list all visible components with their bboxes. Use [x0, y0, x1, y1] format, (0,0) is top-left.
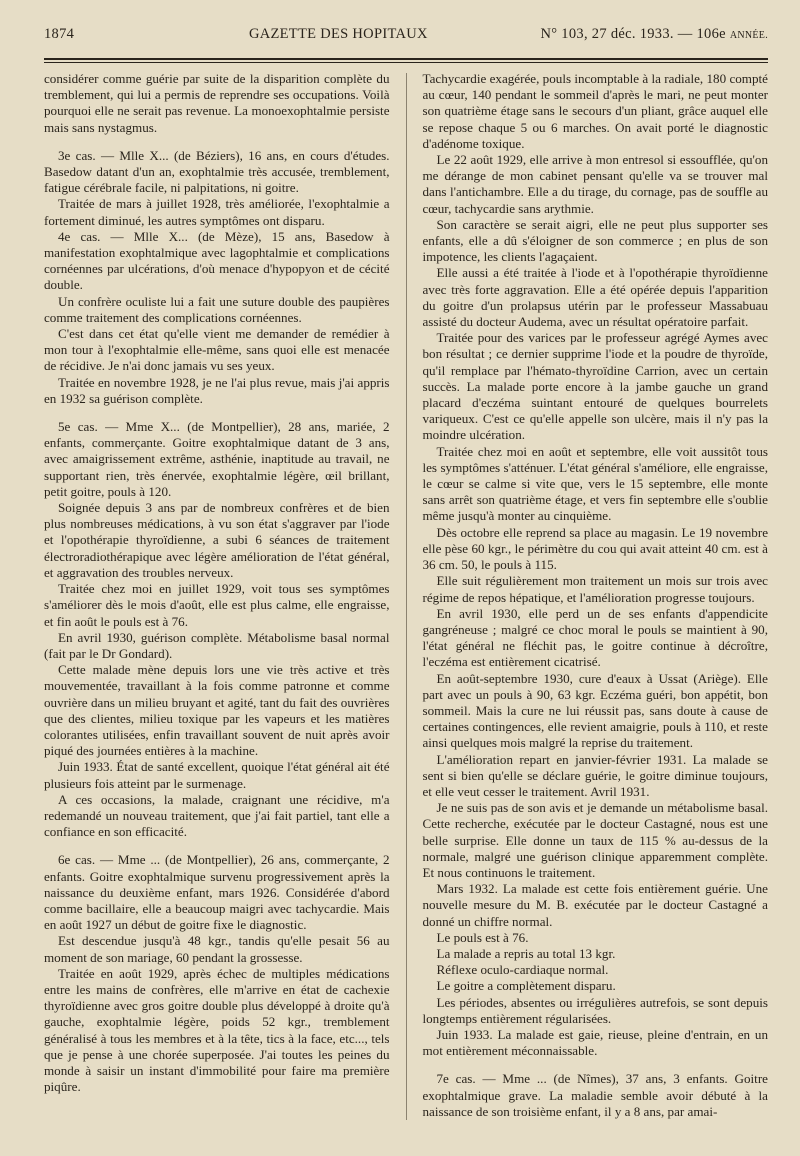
paragraph: La malade a repris au total 13 kgr. — [436, 945, 616, 961]
paragraph: C'est dans cet état qu'elle vient me demander de remédier à mon tour à l'exophtalmie elle-même, sans quoi elle est menacée de récidive. Je n'ai donc jamais vu ses yeux. — [44, 326, 390, 374]
paragraph: Traitée pour des varices par le professeur agrégé Aymes avec bon résultat ; ce dernier supprime l'iode et la poudre de thyroïde, qu'il remplace par l'hémato-thyroïdine Carrion, avec un certain succès. La malade porte encore à la jambe gauche un grand placard d'eczéma suintant entouré de quelques bourrelets variqueux. C'est ce qu'elle appelle son ulcère, mais il n'y pas la moindre ulcération. — [422, 330, 768, 443]
paragraph: considérer comme guérie par suite de la disparition complète du tremblement, qui lui a permis de reprendre ses occupations. Voilà pourquoi elle ne serait pas revenue. La monoexophtalmie persiste mais sans nystagmus. — [44, 71, 390, 135]
paragraph: Traitée chez moi en juillet 1929, voit tous ses symptômes s'améliorer dès le mois d'août, elle est plus calme, elle engraisse, et fin août le pouls est à 76. — [44, 581, 390, 629]
article-body — [44, 71, 768, 1120]
paragraph: 3e cas. — Mlle X... (de Béziers), 16 ans, en cours d'études. Basedow datant d'un an, exophtalmie très accusée, tremblement, fatigue cérébrale facile, ni palpitations, ni goitre. — [44, 147, 390, 196]
paragraph: Traitée chez moi en août et septembre, elle voit aussitôt tous les symptômes s'atténuer. L'état général s'améliore, elle engraisse, le cœur se calme si vite que, vers le 15 septembre, elle monte sans arrêt son quatrième étage, et vers fin septembre elle s'oublie même jusqu'à monter au cinquième. — [422, 443, 768, 524]
paragraph: Dès octobre elle reprend sa place au magasin. Le 19 novembre elle pèse 60 kgr., le périmètre du cou qui avait atteint 40 cm. est à 36 cm. 50, le pouls à 115. — [422, 524, 768, 573]
paragraph: Le pouls est à 76. — [436, 929, 529, 945]
paragraph: Le goitre a complètement disparu. — [436, 978, 616, 994]
paragraph: Mars 1932. La malade est cette fois entièrement guérie. Une nouvelle mesure du M. B. exécutée par le docteur Castagné a donné un chiffre normal. — [422, 881, 768, 929]
paragraph: En août-septembre 1930, cure d'eaux à Ussat (Ariège). Elle part avec un pouls à 90, 63 kgr. Eczéma guéri, bon appétit, bon sommeil. Mais la cure ne lui réussit pas, sans doute à cause de certaines contingences, elle revient amaigrie, pouls à 110, et reste ainsi quelques mois malgré la reprise du traitement. — [422, 670, 768, 751]
paragraph: Un confrère oculiste lui a fait une suture double des paupières comme traitement des complications cornéennes. — [44, 293, 390, 325]
page-header — [44, 26, 768, 50]
paragraph: En avril 1930, elle perd un de ses enfants d'appendicite gangréneuse ; malgré ce choc moral le pouls se maintient à 90, l'état général ne fléchit pas, le goitre continue à décroître, l'eczéma est entièrement cicatrisé. — [422, 605, 768, 670]
issue-annee: ANNÉE. — [729, 30, 768, 41]
paragraph: L'amélioration repart en janvier-février 1931. La malade se sent si bien qu'elle se déclare guérie, le goitre diminue toujours, et elle veut cesser le traitement. Avril 1931. — [422, 751, 768, 799]
left-column — [44, 71, 390, 1120]
paragraph: Cette malade mène depuis lors une vie très active et très mouvementée, travaillant à la fois comme patronne et comme ouvrière dans un milieu bruyant et agité, tant du fait des ouvrières que des clientes, milieu toxique par les vapeurs et les matières colorantes utilisées, enfin travaillant souvent de nuit après avoir piqué des journées entières à la machine. — [44, 662, 390, 759]
paragraph: Tachycardie exagérée, pouls incomptable à la radiale, 180 compté au cœur, 140 pendant le sommeil d'après le mari, ne peut monter son quatrième étage sans le secours d'un pliant, grâce auquel elle se repose chaque 5 ou 6 marches. On avait porté le diagnostic d'adénome toxique. — [422, 71, 768, 151]
journal-title: GAZETTE DES HOPITAUX — [248, 26, 428, 42]
paragraph: A ces occasions, la malade, craignant une récidive, m'a redemandé un nouveau traitement, que j'ai fait partiel, tant elle a confiance en son efficacité. — [44, 791, 390, 840]
paragraph: Soignée depuis 3 ans par de nombreux confrères et de bien plus nombreuses médications, à vu son état s'aggraver par l'iode et l'opothérapie thyroïdienne, a subi 6 séances de traitement électroradiothérapique avec légère amélioration de l'état général, et aggravation des troubles nerveux. — [44, 500, 390, 580]
paragraph: Traitée en novembre 1928, je ne l'ai plus revue, mais j'ai appris en 1932 sa guérison complète. — [44, 374, 390, 406]
paragraph: Est descendue jusqu'à 48 kgr., tandis qu'elle pesait 56 au moment de son mariage, 60 pendant la grossesse. — [44, 933, 390, 965]
paragraph: Elle suit régulièrement mon traitement un mois sur trois avec régime de repos hépatique, et l'amélioration progresse toujours. — [422, 573, 768, 605]
header-rule-thin — [44, 62, 768, 63]
paragraph: Elle aussi a été traitée à l'iode et à l'opothérapie thyroïdienne avec très forte aggravation. Elle a été opérée depuis l'apparition du goitre d'un prolapsus utérin par le professeur Massabuau assisté du docteur Audema, avec un résultat opératoire parfait. — [422, 265, 768, 330]
paragraph: Juin 1933. La malade est gaie, rieuse, pleine d'entrain, en un mot entièrement méconnaissable. — [422, 1026, 768, 1059]
paragraph: Traitée en août 1929, après échec de multiples médications entre les mains de confrères, elle m'arrive en état de cachexie thyroïdienne avec gros goitre double plus développé à droite qu'à gauche, exophtalmie légère, poids 52 kgr., tremblement généralisé à tous les membres et à la tête, tics à la face, etc..., tels que je pense à une chorée superposée. J'ai toutes les peines du monde à saisir un instant d'immobilité pour faire ma première piqûre. — [44, 965, 390, 1095]
paragraph: 4e cas. — Mlle X... (de Mèze), 15 ans, Basedow à manifestation exophtalmique avec lagophtalmie et complications cornéennes par ulcérations, d'où menace d'hypopyon et de cécité double. — [44, 228, 390, 293]
paragraph: Son caractère se serait aigri, elle ne peut plus supporter ses enfants, elle a dû s'éloigner de son commerce ; en plus de son impotence, les clients l'agaçaient. — [422, 216, 768, 265]
right-column — [422, 71, 768, 1120]
paragraph: Juin 1933. État de santé excellent, quoique l'état général ait été plusieurs fois atteint par le surmenage. — [44, 759, 390, 791]
issue-info — [541, 26, 768, 43]
paragraph: Les périodes, absentes ou irrégulières autrefois, se sont depuis longtemps entièrement régularisées. — [422, 994, 768, 1026]
paragraph: 6e cas. — Mme ... (de Montpellier), 26 ans, commerçante, 2 enfants. Goitre exophtalmique survenu progressivement après la naissance du deuxième enfant, mars 1926. Considérée d'abord comme bacillaire, elle a beaucoup maigri avec tachycardie. Mais en août 1927 un début de goitre fixe le diagnostic. — [44, 852, 390, 933]
paragraph: En avril 1930, guérison complète. Métabolisme basal normal (fait par le Dr Gondard). — [44, 629, 390, 661]
issue-number: N° 103, 27 déc. 1933. — 106e — [540, 26, 726, 42]
paragraph: 7e cas. — Mme ... (de Nîmes), 37 ans, 3 enfants. Goitre exophtalmique grave. La maladie semble avoir débuté à la naissance de son troisième enfant, il y a 8 ans, par amai- — [422, 1071, 768, 1119]
page-number: 1874 — [44, 26, 75, 42]
header-rule — [44, 58, 768, 60]
paragraph: Le 22 août 1929, elle arrive à mon entresol si essoufflée, qu'on me dérange de mon cabinet pensant qu'elle va se trouver mal dans l'antichambre. Elle a du tirage, du cornage, pas de souffle au cœur, tachycardie sans arythmie. — [422, 152, 768, 216]
paragraph: Traitée de mars à juillet 1928, très améliorée, l'exophtalmie a fortement diminué, les autres symptômes ont disparu. — [44, 196, 390, 228]
column-divider — [406, 73, 407, 1120]
paragraph: Je ne suis pas de son avis et je demande un métabolisme basal. Cette recherche, exécutée par le docteur Castagné, nous est une belle surprise. Elle donne un taux de 115 % au-dessus de la normale, malgré une guérison clinique apparemment complète. Et nous continuons le traitement. — [422, 800, 768, 880]
paragraph: 5e cas. — Mme X... (de Montpellier), 28 ans, mariée, 2 enfants, commerçante. Goitre exophtalmique datant de 3 ans, avec amaigrissement extrême, asthénie, inaptitude au travail, ne supportant rien, très énervée, exophtalmie légère, œil brillant, petit goitre, pouls à 120. — [44, 419, 390, 499]
paragraph: Réflexe oculo-cardiaque normal. — [436, 962, 609, 978]
